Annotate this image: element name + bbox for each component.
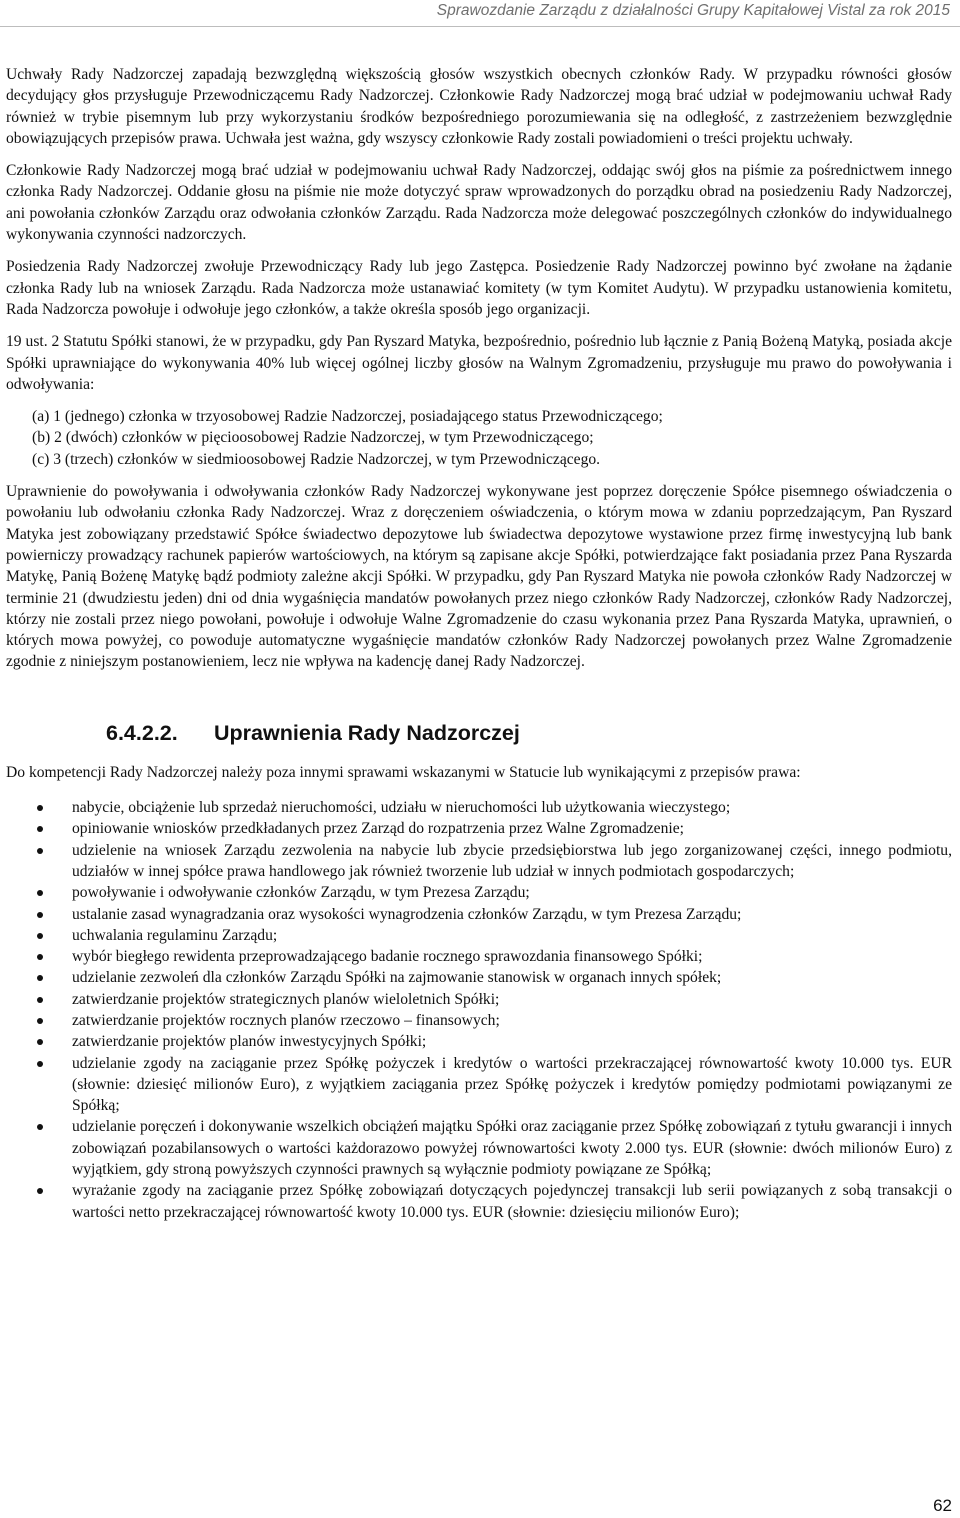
- bullet-icon: [37, 975, 43, 981]
- section-number: 6.4.2.2.: [106, 720, 178, 745]
- paragraph-resolutions: Uchwały Rady Nadzorczej zapadają bezwzględną większością głosów wszystkich obecnych członków Rady. W przypadku równości głosów decydujący głos przysługuje Przewodniczącemu Rady Nadzorczej. Członkowie Rady Nadzorczej mogą brać udział w podejmowaniu uchwał Rady również w trybie pisemnym lub przy wykorzystaniu środków bezpośredniego porozumiewania się na odległość, z zastrzeżeniem bezwzględnie obowiązujących przepisów prawa. Uchwała jest ważna, gdy wszyscy członkowie Rady zostali powiadomieni o treści projektu uchwały.: [6, 66, 952, 147]
- header-divider: [0, 26, 960, 27]
- paragraph-statute: 19 ust. 2 Statutu Spółki stanowi, że w przypadku, gdy Pan Ryszard Matyka, bezpośrednio, pośrednio lub łącznie z Panią Bożeną Matyką, posiada akcje Spółki uprawniające do wykonywania 40% lub więcej ogólnej liczby głosów na Walnym Zgromadzeniu, przysługuje mu prawo do powoływania i odwoływania:: [6, 333, 952, 393]
- bullet-icon: [37, 1039, 43, 1045]
- list-item: ustalanie zasad wynagradzania oraz wysokości wynagrodzenia członków Zarządu, w tym Prezesa Zarządu;: [6, 904, 952, 925]
- list-item: (b) 2 (dwóch) członków w pięcioosobowej Radzie Nadzorczej, w tym Przewodniczącego;: [32, 429, 594, 447]
- appointment-list: [32, 406, 952, 470]
- bullet-icon: [37, 1124, 43, 1130]
- bullet-icon: [37, 1061, 43, 1067]
- list-item: opiniowanie wniosków przedkładanych przez Zarząd do rozpatrzenia przez Walne Zgromadzenie;: [6, 818, 952, 839]
- list-item: uchwalania regulaminu Zarządu;: [6, 925, 952, 946]
- bullet-icon: [37, 933, 43, 939]
- document-body: [6, 64, 952, 1223]
- list-item: (a) 1 (jednego) członka w trzyosobowej Radzie Nadzorczej, posiadającego status Przewodniczącego;: [32, 408, 663, 426]
- bullet-icon: [37, 954, 43, 960]
- page-header-title: Sprawozdanie Zarządu z działalności Grupy Kapitałowej Vistal za rok 2015: [436, 2, 950, 19]
- paragraph-written-vote: Członkowie Rady Nadzorczej mogą brać udział w podejmowaniu uchwał Rady Nadzorczej, oddając swój głos na piśmie za pośrednictwem innego członka Rady Nadzorczej. Oddanie głosu na piśmie nie może dotyczyć spraw wprowadzonych do porządku obrad na posiedzeniu Rady Nadzorczej, ani powołania członków Zarządu oraz odwołania członków Zarządu. Rada Nadzorcza może delegować poszczególnych członków do indywidualnego wykonywania czynności nadzorczych.: [6, 162, 952, 244]
- list-item: udzielanie zezwoleń dla członków Zarządu Spółki na zajmowanie stanowisk w organach innych spółek;: [6, 967, 952, 988]
- list-item: (c) 3 (trzech) członków w siedmioosobowej Radzie Nadzorczej, w tym Przewodniczącego.: [32, 450, 601, 468]
- bullet-icon: [37, 805, 43, 811]
- section-title: Uprawnienia Rady Nadzorczej: [214, 720, 520, 745]
- bullet-icon: [37, 826, 43, 832]
- page-number: 62: [933, 1496, 952, 1515]
- list-item: udzielenie na wniosek Zarządu zezwolenia na nabycie lub zbycie przedsiębiorstwa lub jego zorganizowanej części, innego podmiotu, udziałów w innej spółce prawa handlowego jak również tworzenie lub udział w innych podmiotach gospodarczych;: [6, 840, 952, 883]
- competence-list: [6, 797, 952, 1223]
- bullet-icon: [37, 997, 43, 1003]
- list-item: udzielanie zgody na zaciąganie przez Spółkę pożyczek i kredytów o wartości przekraczającej równowartość kwoty 10.000 tys. EUR (słownie: dziesięć milionów Euro), z wyjątkiem zaciągania przez Spółkę pożyczek i kredytów pomiędzy podmiotami powiązanymi ze Spółką;: [6, 1053, 952, 1117]
- list-item: wybór biegłego rewidenta przeprowadzającego badanie rocznego sprawozdania finansowego Spółki;: [6, 946, 952, 967]
- list-item: zatwierdzanie projektów strategicznych planów wieloletnich Spółki;: [6, 989, 952, 1010]
- paragraph-appointment-right: Uprawnienie do powoływania i odwoływania członków Rady Nadzorczej wykonywane jest poprzez doręczenie Spółce pisemnego oświadczenia o powołaniu lub odwołaniu członka Rady Nadzorczej. Wraz z doręczeniem oświadczenia, o którym mowa w zdaniu poprzedzającym, Pan Ryszard Matyka jest zobowiązany przedstawić Spółce świadectwo depozytowe lub świadectwa depozytowe wystawione przez firmę inwestycyjną lub bank powierniczy prowadzący rachunek papierów wartościowych, na którym są zapisane akcje Spółki, potwierdzające fakt posiadania przez Pana Ryszarda Matykę, Panią Bożenę Matykę bądź podmioty zależne akcji Spółki. W przypadku, gdy Pan Ryszard Matyka nie powoła członków Rady Nadzorczej w terminie 21 (dwudziestu jeden) dni od dnia wygaśnięcia mandatów powołanych przez niego członków Rady Nadzorczej, członków Rady Nadzorczej, którzy nie zostali przez niego powołani, powołuje i odwołuje Walne Zgromadzenie do czasu wykonania przez Pana Ryszarda Matyka, uprawnień, o których mowa powyżej, co powoduje automatyczne wygaśnięcie mandatów członków Rady Nadzorczej powołanych przez Walne Zgromadzenie zgodnie z niniejszym postanowieniem, lecz nie wpływa na kadencję danej Rady Nadzorczej.: [6, 483, 952, 671]
- section-heading: [106, 721, 952, 746]
- list-item: nabycie, obciążenie lub sprzedaż nieruchomości, udziału w nieruchomości lub użytkowania wieczystego;: [6, 797, 952, 818]
- list-item: zatwierdzanie projektów planów inwestycyjnych Spółki;: [6, 1031, 952, 1052]
- bullet-icon: [37, 1018, 43, 1024]
- bullet-icon: [37, 1188, 43, 1194]
- bullet-icon: [37, 912, 43, 918]
- list-item: powoływanie i odwoływanie członków Zarządu, w tym Prezesa Zarządu;: [6, 882, 952, 903]
- section-intro: Do kompetencji Rady Nadzorczej należy poza innymi sprawami wskazanymi w Statucie lub wynikającymi z przepisów prawa:: [6, 763, 801, 781]
- list-item: wyrażanie zgody na zaciąganie przez Spółkę zobowiązań dotyczących pojedynczej transakcji lub serii powiązanych z sobą transakcji o wartości netto przekraczającej równowartość kwoty 10.000 tys. EUR (słownie: dziesięciu milionów Euro);: [6, 1180, 952, 1223]
- paragraph-meetings: Posiedzenia Rady Nadzorczej zwołuje Przewodniczący Rady lub jego Zastępca. Posiedzenie Rady Nadzorczej powinno być zwołane na żądanie członka Rady lub na wniosek Zarządu. Rada Nadzorcza może ustanawiać komitety (w tym Komitet Audytu). W przypadku ustanowienia komitetu, Rada Nadzorcza powołuje i odwołuje jego członków, a także określa sposób jego organizacji.: [6, 258, 952, 318]
- list-item: udzielanie poręczeń i dokonywanie wszelkich obciążeń majątku Spółki oraz zaciąganie przez Spółkę zobowiązań z tytułu gwarancji i innych zobowiązań pozabilansowych o wartości każdorazowo powyżej równowartości kwoty 2.000 tys. EUR (słownie: dwóch milionów Euro) z wyjątkiem, gdy stroną powyższych czynności prawnych są wyłącznie podmioty powiązane ze Spółką;: [6, 1116, 952, 1180]
- bullet-icon: [37, 848, 43, 854]
- bullet-icon: [37, 890, 43, 896]
- list-item: zatwierdzanie projektów rocznych planów rzeczowo – finansowych;: [6, 1010, 952, 1031]
